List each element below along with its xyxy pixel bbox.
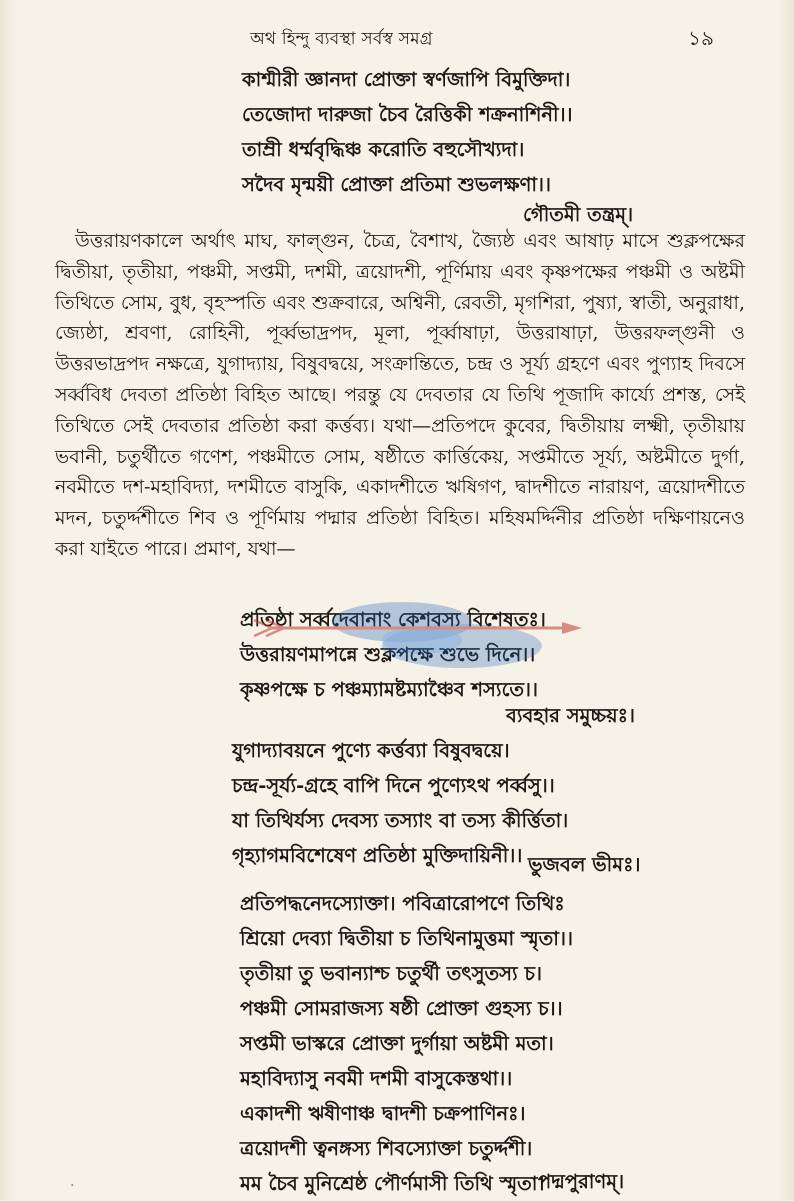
body-paragraph: উত্তরায়ণকালে অর্থাৎ মাঘ, ফাল্গুন, চৈত্র, বৈশাখ, জ্যৈষ্ঠ এবং আষাঢ় মাসে শুক্লপক্ষের দ্বিতীয়া, তৃতীয়া, পঞ্চমী, সপ্তমী, দশমী, ত্রয়োদশী, পূর্ণিমায় এবং কৃষ্ণপক্ষের পঞ্চমী ও অষ্টমী তিথিতে সোম, বুধ, বৃহস্পতি এবং শুক্রবারে, অশ্বিনী, রেবতী, মৃগশিরা, পুষ্যা, স্বাতী, অনুরাধা, জ্যেষ্ঠা, শ্রবণা, রোহিনী, পূর্ব্বভাদ্রপদ, মূলা, পূর্ব্বাষাঢ়া, উত্তরাষাঢ়া, উত্তরফল্গুনী ও উত্তরভাদ্রপদ নক্ষত্রে, যুগাদ্যায়, বিষুবদ্বয়ে, সংক্রান্তিতে, চন্দ্র ও সূর্য্য গ্রহণে এবং পুণ্যাহ দিবসে সর্ব্ববিধ দেবতা প্রতিষ্ঠা বিহিত আছে। পরন্তু যে দেবতার যে তিথি পূজাদি কার্য্যে প্রশস্ত, সেই তিথিতে সেই দেবতার প্রতিষ্ঠা করা কর্ত্তব্য। যথা—প্রতিপদে কুবের, দ্বিতীয়ায় লক্ষ্মী, তৃতীয়ায় ভবানী, চতুর্থীতে গণেশ, পঞ্চমীতে সোম, ষষ্ঠীতে কার্ত্তিকেয়, সপ্তমীতে সূর্য্য, অষ্টমীতে দুর্গা, নবমীতে দশ-মহাবিদ্যা, দশমীতে বাসুকি, একাদশীতে ঋষিগণ, দ্বাদশীতে নারায়ণ, ত্রয়োদশীতে মদন, চতুর্দ্দশীতে শিব ও পূর্ণিমায় পদ্মার প্রতিষ্ঠা বিহিত। মহিষমর্দ্দিনীর প্রতিষ্ঠা দক্ষিণায়নেও করা যাইতে পারে। প্রমাণ, যথা— xyxy=(55,230,745,560)
verse-line: সদৈব মৃন্ময়ী প্রোক্তা প্রতিমা শুভলক্ষণা।। xyxy=(242,173,551,196)
verse-block-pratishtha xyxy=(240,602,546,707)
verse-line: প্রতিপদ্ধনেদস্যোক্তা। পবিত্রারোপণে তিথিঃ xyxy=(240,892,565,915)
verse-line: প্রতিষ্ঠা সর্ব্বদেবানাং কেশবস্য বিশেষতঃ। xyxy=(240,608,546,631)
verse-line: গৃহ্যাগমবিশেষেণ প্রতিষ্ঠা মুক্তিদায়িনী।। xyxy=(232,844,523,867)
verse-source-padmapuranam: পদ্মপুরাণম্। xyxy=(538,1170,625,1193)
verse-line: পঞ্চমী সোমরাজস্য ষষ্ঠী প্রোক্তা গুহস্য চ।। xyxy=(240,997,563,1020)
verse-line: মহাবিদ্যাসু নবমী দশমী বাসুকেস্তথা।। xyxy=(240,1067,513,1090)
verse-line: মম চৈব মুনিশ্রেষ্ঠ পৌর্ণমাসী তিথি স্মৃতা। xyxy=(240,1172,545,1195)
verse-block-kashmiri xyxy=(242,62,573,202)
verse-source-bhujabal: ভুজবল ভীমঃ। xyxy=(528,853,641,876)
verse-line: শ্রিয়ো দেব্যা দ্বিতীয়া চ তিথিনামুত্তমা স্মৃতা।। xyxy=(240,927,573,950)
verse-line: চন্দ্র-সূর্য্য-গ্রহে বাপি দিনে পুণ্যেঽথ পর্ব্বসু।। xyxy=(232,774,555,797)
page-number: ১৯ xyxy=(688,26,714,50)
verse-line: তৃতীয়া তু ভবান্যাশ্চ চতুর্থী তৎসুতস্য চ। xyxy=(240,962,542,985)
verse-line: যুগাদ্যাবয়নে পুণ্যে কর্ত্তব্যা বিষুবদ্বয়ে। xyxy=(232,739,510,762)
verse-line: সপ্তমী ভাস্করে প্রোক্তা দুর্গায়া অষ্টমী মতা। xyxy=(240,1032,554,1055)
verse-line: যা তিথির্যস্য দেবস্য তস্যাং বা তস্য কীর্ত্তিতা। xyxy=(232,809,569,832)
verse-line: উত্তরায়ণমাপন্নে শুক্লপক্ষে শুভে দিনে।। xyxy=(240,643,536,666)
verse-line: ত্রয়োদশী ত্বনঙ্গস্য শিবস্যোক্তা চতুর্দ্দশী। xyxy=(240,1137,533,1160)
verse-block-pratipad xyxy=(240,886,573,1201)
verse-line: কৃষ্ণপক্ষে চ পঞ্চম্যামষ্টম্যাঞ্চৈব শস্যতে।। xyxy=(240,678,538,701)
verse-line: তাম্রী ধর্ম্মবৃদ্ধিঞ্চ করোতি বহুসৌখ্যদা। xyxy=(242,138,525,161)
verse-source-vyavahar: ব্যবহার সমুচ্চয়ঃ। xyxy=(506,704,635,727)
verse-source-gautami: গৌতমী তন্ত্রম্। xyxy=(523,203,634,226)
verse-line: একাদশী ঋষীণাঞ্চ দ্বাদশী চক্রপাণিনঃ। xyxy=(240,1102,526,1125)
running-title: অথ হিন্দু ব্যবস্থা সর্বস্ব সমগ্র xyxy=(250,29,433,49)
verse-line: কাশ্মীরী জ্ঞানদা প্রোক্তা স্বর্ণজাপি বিমুক্তিদা। xyxy=(242,68,571,91)
verse-block-yugadya xyxy=(232,733,568,873)
page-header xyxy=(0,22,794,56)
scan-speck: · xyxy=(70,1178,75,1194)
verse-line: তেজোদা দারুজা চৈব রৈত্তিকী শক্রনাশিনী।। xyxy=(242,103,573,126)
